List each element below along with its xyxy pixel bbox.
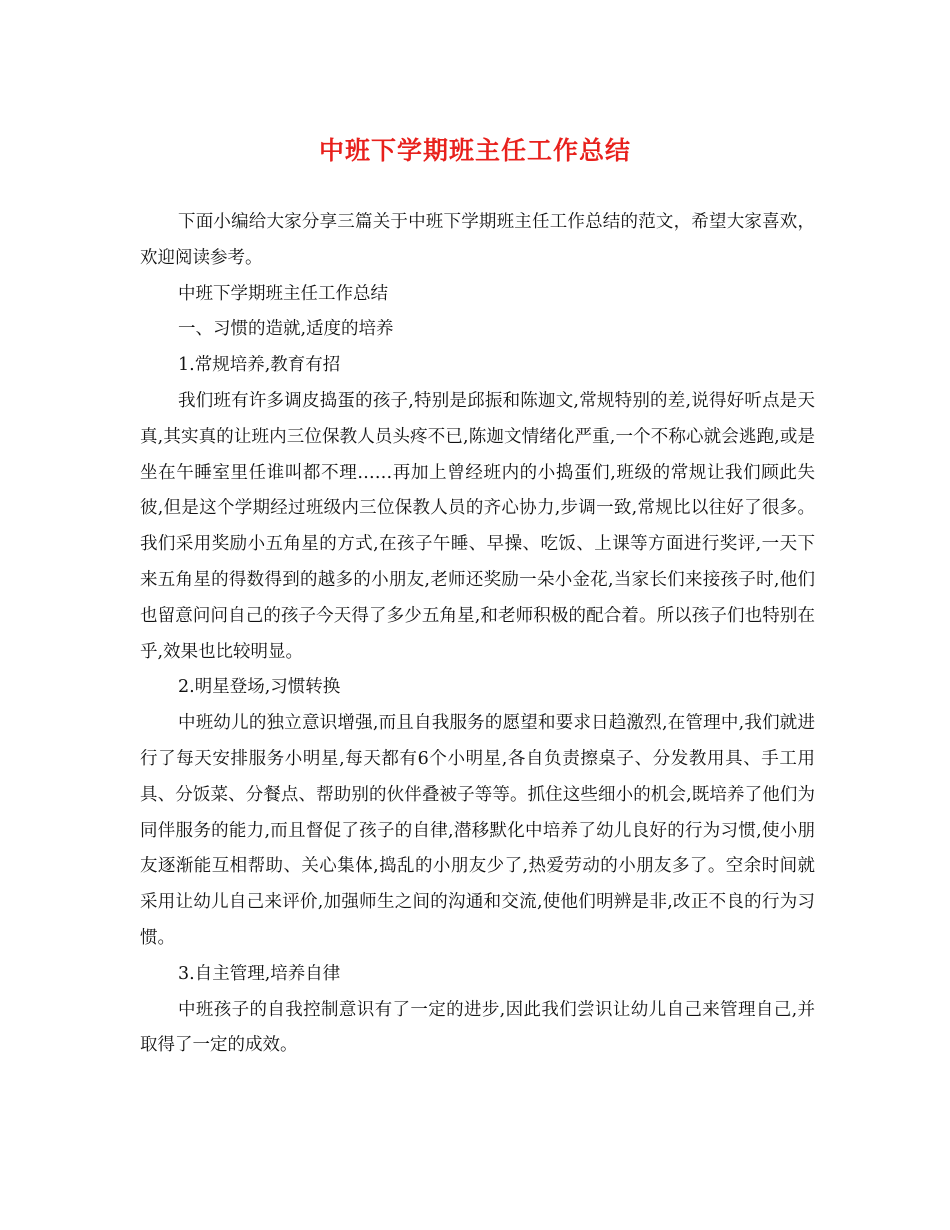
- paragraph-intro: 下面小编给大家分享三篇关于中班下学期班主任工作总结的范文，希望大家喜欢，欢迎阅读参考。: [140, 212, 815, 268]
- paragraph-star-helpers: 中班幼儿的独立意识增强,而且自我服务的愿望和要求日趋激烈,在管理中,我们就进行了每天安排服务小明星,每天都有6个小明星,各自负责擦桌子、分发教用具、手工用具、分饭菜、分餐点、帮助别的伙伴叠被子等等。抓住这些细小的机会,既培养了他们为同伴服务的能力,而且督促了孩子的自律,潜移默化中培养了幼儿良好的行为习惯,使小朋友逐渐能互相帮助、关心集体,捣乱的小朋友少了,热爱劳动的小朋友多了。空余时间就采用让幼儿自己来评价,加强师生之间的沟通和交流,使他们明辨是非,改正不良的行为习惯。: [140, 713, 815, 948]
- paragraph-subtitle: 中班下学期班主任工作总结: [178, 283, 388, 304]
- document-body: [140, 205, 815, 1064]
- subsection-heading-3: 3.自主管理,培养自律: [178, 963, 341, 984]
- section-heading-1: 一、习惯的造就,适度的培养: [178, 319, 394, 340]
- paragraph-routine: 我们班有许多调皮捣蛋的孩子,特别是邱振和陈迦文,常规特别的差,说得好听点是天真,其实真的让班内三位保教人员头疼不已,陈迦文情绪化严重,一个不称心就会逃跑,或是坐在午睡室里任谁叫都不理……再加上曾经班内的小捣蛋们,班级的常规让我们顾此失彼,但是这个学期经过班级内三位保教人员的齐心协力,步调一致,常规比以往好了很多。我们采用奖励小五角星的方式,在孩子午睡、早操、吃饭、上课等方面进行奖评,一天下来五角星的得数得到的越多的小朋友,老师还奖励一朵小金花,当家长们来接孩子时,他们也留意问问自己的孩子今天得了多少五角星,和老师积极的配合着。所以孩子们也特别在乎,效果也比较明显。: [140, 390, 815, 662]
- subsection-heading-1: 1.常规培养,教育有招: [178, 355, 341, 376]
- page-title: 中班下学期班主任工作总结: [318, 136, 631, 165]
- paragraph-self-management: 中班孩子的自我控制意识有了一定的进步,因此我们尝识让幼儿自己来管理自己,并取得了一定的成效。: [140, 999, 815, 1056]
- subsection-heading-2: 2.明星登场,习惯转换: [178, 677, 341, 698]
